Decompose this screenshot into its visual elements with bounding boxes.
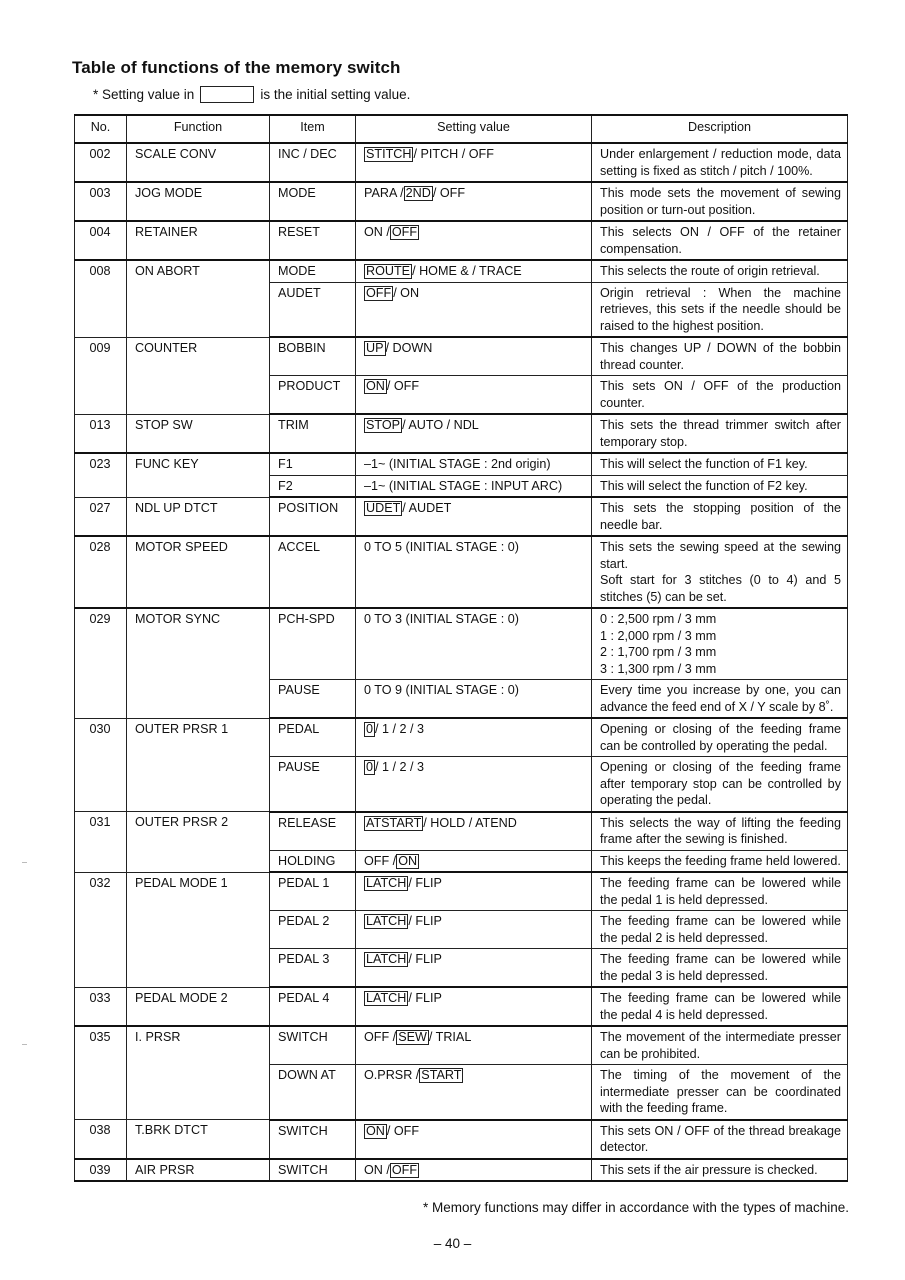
cell-setting-value <box>356 453 592 475</box>
cell-item: INC / DEC <box>270 143 356 182</box>
table-row <box>75 143 848 182</box>
cell-description: The feeding frame can be lowered while the pedal 1 is held depressed. <box>592 872 848 911</box>
cell-item: AUDET <box>270 282 356 337</box>
table-row <box>75 414 848 453</box>
table-row <box>75 337 848 376</box>
initial-setting-value: OFF <box>391 225 418 239</box>
cell-setting-value <box>356 850 592 872</box>
cell-description: This sets ON / OFF of the production counter. <box>592 376 848 415</box>
initial-setting-value: START <box>421 1068 462 1082</box>
cell-function: PEDAL MODE 2 <box>127 987 270 1026</box>
header-no: No. <box>75 115 127 143</box>
header-description: Description <box>592 115 848 143</box>
cell-item: DOWN AT <box>270 1065 356 1120</box>
initial-setting-value: UDET <box>366 501 401 515</box>
cell-no: 027 <box>75 497 127 536</box>
cell-item: POSITION <box>270 497 356 536</box>
table-row <box>75 182 848 221</box>
table-row <box>75 1120 848 1159</box>
setting-option-text: / HOME & / TRACE <box>412 264 522 278</box>
cell-no: 003 <box>75 182 127 221</box>
cell-function: STOP SW <box>127 414 270 453</box>
cell-setting-value <box>356 1065 592 1120</box>
table-row <box>75 608 848 680</box>
table-row <box>75 872 848 911</box>
cell-description: The feeding frame can be lowered while the pedal 4 is held depressed. <box>592 987 848 1026</box>
cell-item: ACCEL <box>270 536 356 608</box>
setting-option-text: / AUTO / NDL <box>402 418 479 432</box>
cell-setting-value <box>356 376 592 415</box>
cell-no: 013 <box>75 414 127 453</box>
cell-description: This selects the way of lifting the feeding frame after the sewing is finished. <box>592 812 848 851</box>
cell-description: Opening or closing of the feeding frame can be controlled by operating the pedal. <box>592 718 848 757</box>
sample-box <box>200 86 254 103</box>
initial-setting-value: OFF <box>366 285 392 300</box>
initial-value-note <box>93 86 410 103</box>
setting-option-text: / ON <box>393 285 420 300</box>
cell-no: 031 <box>75 812 127 873</box>
cell-item: F2 <box>270 475 356 497</box>
cell-setting-value <box>356 282 592 337</box>
initial-setting-value: 0 <box>366 760 374 774</box>
cell-setting-value <box>356 812 592 851</box>
setting-option-text: / FLIP <box>408 914 442 928</box>
cell-no: 009 <box>75 337 127 414</box>
cell-description: This sets the thread trimmer switch after temporary stop. <box>592 414 848 453</box>
setting-option-text: –1~ (INITIAL STAGE : INPUT ARC) <box>364 478 563 493</box>
cell-description: This sets the stopping position of the needle bar. <box>592 497 848 536</box>
cell-function: ON ABORT <box>127 260 270 337</box>
cell-description: Opening or closing of the feeding frame after temporary stop can be controlled by operating the pedal. <box>592 757 848 812</box>
initial-setting-value: LATCH <box>366 876 407 890</box>
initial-setting-value: STITCH <box>366 147 412 161</box>
cell-item: PAUSE <box>270 757 356 812</box>
table-body <box>75 143 848 1181</box>
cell-function: OUTER PRSR 1 <box>127 718 270 812</box>
margin-mark <box>22 1044 27 1045</box>
cell-description: Origin retrieval : When the machine retrieves, this sets if the needle should be raised to the highest position. <box>592 282 848 337</box>
cell-function: AIR PRSR <box>127 1159 270 1182</box>
cell-description: This sets ON / OFF of the thread breakage detector. <box>592 1120 848 1159</box>
cell-no: 002 <box>75 143 127 182</box>
table-header-row <box>75 115 848 143</box>
cell-setting-value <box>356 221 592 260</box>
margin-mark <box>22 862 27 863</box>
setting-option-text: 0 TO 3 (INITIAL STAGE : 0) <box>364 612 519 626</box>
cell-function: PEDAL MODE 1 <box>127 872 270 987</box>
cell-no: 039 <box>75 1159 127 1182</box>
table-row <box>75 221 848 260</box>
setting-option-text: –1~ (INITIAL STAGE : 2nd origin) <box>364 457 551 471</box>
cell-item: PRODUCT <box>270 376 356 415</box>
cell-item: PEDAL 4 <box>270 987 356 1026</box>
cell-item: TRIM <box>270 414 356 453</box>
cell-description: The feeding frame can be lowered while the pedal 3 is held depressed. <box>592 949 848 988</box>
cell-setting-value <box>356 718 592 757</box>
cell-function: I. PRSR <box>127 1026 270 1120</box>
cell-item: SWITCH <box>270 1120 356 1159</box>
cell-description: The feeding frame can be lowered while the pedal 2 is held depressed. <box>592 911 848 949</box>
table-row <box>75 987 848 1026</box>
cell-description: This selects ON / OFF of the retainer compensation. <box>592 221 848 260</box>
cell-setting-value <box>356 536 592 608</box>
table-row <box>75 453 848 475</box>
cell-item: SWITCH <box>270 1159 356 1182</box>
setting-option-text: / HOLD / ATEND <box>423 815 517 830</box>
cell-description: The timing of the movement of the intermediate presser can be coordinated with the feeding frame. <box>592 1065 848 1120</box>
cell-setting-value <box>356 949 592 988</box>
cell-no: 038 <box>75 1120 127 1159</box>
setting-option-text: OFF / <box>364 853 397 868</box>
setting-option-text: / OFF <box>432 186 466 200</box>
cell-setting-value <box>356 182 592 221</box>
cell-description: This changes UP / DOWN of the bobbin thread counter. <box>592 337 848 376</box>
table-row <box>75 812 848 851</box>
header-function: Function <box>127 115 270 143</box>
table-row <box>75 1026 848 1065</box>
initial-setting-value: STOP <box>366 418 401 432</box>
setting-option-text: / FLIP <box>408 876 442 890</box>
initial-setting-value: 2ND <box>405 186 431 200</box>
cell-description: 0 : 2,500 rpm / 3 mm 1 : 2,000 rpm / 3 mm 2 : 1,700 rpm / 3 mm 3 : 1,300 rpm / 3 mm <box>592 608 848 680</box>
cell-description: This mode sets the movement of sewing position or turn-out position. <box>592 182 848 221</box>
header-item: Item <box>270 115 356 143</box>
cell-no: 029 <box>75 608 127 718</box>
cell-no: 032 <box>75 872 127 987</box>
footnote: * Memory functions may differ in accordance with the types of machine. <box>423 1200 849 1215</box>
cell-item: BOBBIN <box>270 337 356 376</box>
memory-switch-table <box>74 114 848 1182</box>
setting-option-text: / 1 / 2 / 3 <box>375 760 425 774</box>
cell-function: MOTOR SPEED <box>127 536 270 608</box>
cell-setting-value <box>356 337 592 376</box>
cell-function: T.BRK DTCT <box>127 1120 270 1159</box>
cell-no: 008 <box>75 260 127 337</box>
setting-option-text: / PITCH / OFF <box>413 147 494 161</box>
note-text-before: * Setting value in <box>93 87 195 102</box>
cell-function: RETAINER <box>127 221 270 260</box>
cell-function: FUNC KEY <box>127 453 270 497</box>
initial-setting-value: ON <box>366 379 385 393</box>
cell-description: The movement of the intermediate presser can be prohibited. <box>592 1026 848 1065</box>
cell-function: MOTOR SYNC <box>127 608 270 718</box>
cell-item: PCH-SPD <box>270 608 356 680</box>
cell-setting-value <box>356 260 592 282</box>
cell-item: F1 <box>270 453 356 475</box>
cell-item: PAUSE <box>270 680 356 719</box>
cell-setting-value <box>356 143 592 182</box>
page-title: Table of functions of the memory switch <box>72 58 401 77</box>
setting-option-text: / AUDET <box>402 501 452 515</box>
setting-option-text: O.PRSR / <box>364 1068 420 1082</box>
setting-option-text: / OFF <box>386 379 420 393</box>
initial-setting-value: ROUTE <box>366 264 411 278</box>
cell-description: This will select the function of F2 key. <box>592 475 848 497</box>
cell-no: 028 <box>75 536 127 608</box>
cell-item: RELEASE <box>270 812 356 851</box>
cell-setting-value <box>356 1026 592 1065</box>
cell-description: This will select the function of F1 key. <box>592 453 848 475</box>
initial-setting-value: LATCH <box>366 991 407 1005</box>
initial-setting-value: ON <box>398 853 418 868</box>
table-row <box>75 497 848 536</box>
cell-function: OUTER PRSR 2 <box>127 812 270 873</box>
table-row <box>75 536 848 608</box>
setting-option-text: / 1 / 2 / 3 <box>375 722 425 736</box>
cell-function: NDL UP DTCT <box>127 497 270 536</box>
initial-setting-value: ATSTART <box>366 815 422 830</box>
cell-no: 035 <box>75 1026 127 1120</box>
initial-setting-value: ON <box>366 1123 385 1138</box>
cell-setting-value <box>356 987 592 1026</box>
cell-description: Under enlargement / reduction mode, data setting is fixed as stitch / pitch / 100%. <box>592 143 848 182</box>
cell-item: HOLDING <box>270 850 356 872</box>
cell-setting-value <box>356 608 592 680</box>
initial-setting-value: UP <box>366 341 384 355</box>
setting-option-text: / OFF <box>386 1123 420 1138</box>
initial-setting-value: 0 <box>366 722 374 736</box>
cell-item: RESET <box>270 221 356 260</box>
cell-item: MODE <box>270 260 356 282</box>
cell-setting-value <box>356 757 592 812</box>
setting-option-text: / FLIP <box>408 952 442 966</box>
setting-option-text: OFF / <box>364 1030 397 1044</box>
setting-option-text: / FLIP <box>408 991 442 1005</box>
cell-setting-value <box>356 1159 592 1182</box>
cell-setting-value <box>356 414 592 453</box>
cell-setting-value <box>356 872 592 911</box>
initial-setting-value: OFF <box>391 1162 418 1177</box>
cell-setting-value <box>356 497 592 536</box>
page-number: – 40 – <box>433 1236 472 1251</box>
cell-function: JOG MODE <box>127 182 270 221</box>
initial-setting-value: LATCH <box>366 952 407 966</box>
cell-item: PEDAL 1 <box>270 872 356 911</box>
cell-setting-value <box>356 680 592 719</box>
cell-no: 030 <box>75 718 127 812</box>
cell-description: This sets the sewing speed at the sewing start. Soft start for 3 stitches (0 to 4) and 5 stitches (5) can be set. <box>592 536 848 608</box>
cell-item: PEDAL <box>270 718 356 757</box>
cell-function: COUNTER <box>127 337 270 414</box>
cell-no: 023 <box>75 453 127 497</box>
table-row <box>75 718 848 757</box>
cell-description: This sets if the air pressure is checked. <box>592 1159 848 1182</box>
setting-option-text: ON / <box>364 225 390 239</box>
cell-setting-value <box>356 911 592 949</box>
initial-setting-value: SEW <box>398 1030 427 1044</box>
initial-setting-value: LATCH <box>366 914 407 928</box>
setting-option-text: 0 TO 5 (INITIAL STAGE : 0) <box>364 540 519 554</box>
cell-no: 033 <box>75 987 127 1026</box>
cell-item: SWITCH <box>270 1026 356 1065</box>
cell-item: PEDAL 2 <box>270 911 356 949</box>
cell-description: This selects the route of origin retrieval. <box>592 260 848 282</box>
cell-item: MODE <box>270 182 356 221</box>
cell-description: Every time you increase by one, you can advance the feed end of X / Y scale by 8˚. <box>592 680 848 719</box>
header-setting-value: Setting value <box>356 115 592 143</box>
table-row <box>75 260 848 282</box>
cell-function: SCALE CONV <box>127 143 270 182</box>
note-text-after: is the initial setting value. <box>260 87 411 102</box>
cell-item: PEDAL 3 <box>270 949 356 988</box>
table-row <box>75 1159 848 1182</box>
setting-option-text: 0 TO 9 (INITIAL STAGE : 0) <box>364 683 519 697</box>
setting-option-text: ON / <box>364 1162 390 1177</box>
setting-option-text: / TRIAL <box>428 1030 472 1044</box>
cell-description: This keeps the feeding frame held lowered. <box>592 850 848 872</box>
setting-option-text: PARA / <box>364 186 404 200</box>
setting-option-text: / DOWN <box>385 341 433 355</box>
cell-setting-value <box>356 1120 592 1159</box>
cell-no: 004 <box>75 221 127 260</box>
cell-setting-value <box>356 475 592 497</box>
